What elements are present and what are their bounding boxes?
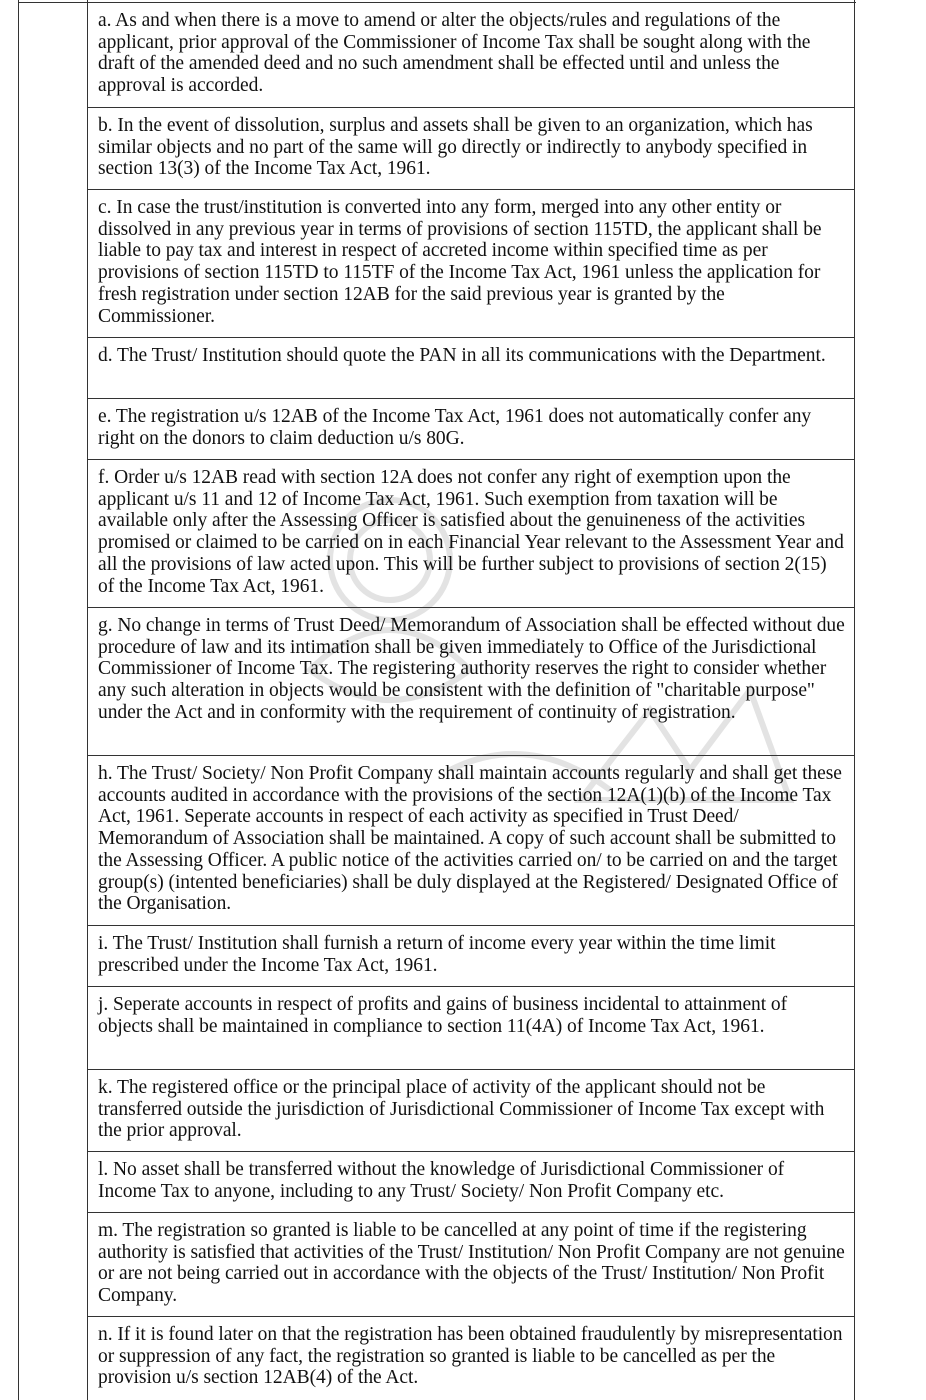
condition-m-text: m. The registration so granted is liable to be cancelled at any point of time if the registering authority is satisfied that activities of the Trust/ Institution/ Non Profit Company are not genuine or are not being carried out in accordance with the objects of the Trust/ Institution/ Non Profit Company.: [98, 1220, 845, 1307]
condition-d: [88, 338, 854, 399]
condition-k-text: k. The registered office or the principal place of activity of the applicant should not be transferred outside the jurisdiction of Jurisdictional Commissioner of Income Tax except with the prior approval.: [98, 1077, 825, 1142]
condition-i-text: i. The Trust/ Institution shall furnish a return of income every year within the time limit prescribed under the Income Tax Act, 1961.: [98, 933, 776, 976]
condition-h-text: h. The Trust/ Society/ Non Profit Company shall maintain accounts regularly and shall get these accounts audited in accordance with the provisions of the section 12A(1)(b) of the Income Tax Act, 1961. Seperate accounts in respect of each activity as specified in Trust Deed/ Memorandum of Association shall be maintained. A copy of such account shall be submitted to the Assessing Officer. A public notice of the activities carried on/ to be carried on and the target group(s) (intented beneficiaries) shall be duly displayed at the Registered/ Designated Office of the Organisation.: [98, 763, 842, 915]
condition-m: [88, 1213, 854, 1317]
condition-j-text: j. Seperate accounts in respect of profits and gains of business incidental to attainment of objects shall be maintained in compliance to section 11(4A) of Income Tax Act, 1961.: [98, 994, 788, 1037]
condition-c: [88, 190, 854, 338]
condition-i: [88, 926, 854, 987]
left-empty-column: [18, 0, 88, 1400]
condition-f: [88, 460, 854, 608]
condition-d-text: d. The Trust/ Institution should quote the PAN in all its communications with the Department.: [98, 345, 826, 366]
condition-b: [88, 108, 854, 190]
condition-b-text: b. In the event of dissolution, surplus and assets shall be given to an organization, which has similar objects and no part of the same will go directly or indirectly to anybody specified in section 13(3) of the Income Tax Act, 1961.: [98, 115, 813, 180]
condition-a-text: a. As and when there is a move to amend or alter the objects/rules and regulations of the applicant, prior approval of the Commissioner of Income Tax shall be sought along with the draft of the amended deed and no such amendment shall be effected until and unless the approval is accorded.: [98, 10, 811, 97]
condition-f-text: f. Order u/s 12AB read with section 12A does not confer any right of exemption upon the applicant u/s 11 and 12 of Income Tax Act, 1961. Such exemption from taxation will be available only after the Assessing Officer is satisfied about the genuineness of the activities promised or claimed to be carried on in each Financial Year relevant to the Assessment Year and all the provisions of law acted upon. This will be further subject to provisions of section 2(15) of the Income Tax Act, 1961.: [98, 467, 844, 597]
table-right-border: [854, 0, 855, 1400]
condition-l-text: l. No asset shall be transferred without the knowledge of Jurisdictional Commissioner of Income Tax to anyone, including to any Trust/ Society/ Non Profit Company etc.: [98, 1159, 785, 1202]
condition-k: [88, 1070, 854, 1152]
condition-l: [88, 1152, 854, 1213]
condition-g: [88, 608, 854, 756]
condition-j: [88, 987, 854, 1070]
condition-e: [88, 399, 854, 460]
condition-n: [88, 1317, 854, 1400]
condition-n-text: n. If it is found later on that the registration has been obtained fraudulently by misrepresentation or suppression of any fact, the registration so granted is liable to be cancelled as per the provision u/s section 12AB(4) of the Act.: [98, 1324, 843, 1389]
condition-e-text: e. The registration u/s 12AB of the Income Tax Act, 1961 does not automatically confer any right on the donors to claim deduction u/s 80G.: [98, 406, 812, 449]
condition-g-text: g. No change in terms of Trust Deed/ Memorandum of Association shall be effected without due procedure of law and its intimation shall be given immediately to Office of the Jurisdictional Commissioner of Income Tax. The registering authority reserves the right to consider whether any such alteration in objects would be consistent with the definition of "charitable purpose" under the Act and in conformity with the requirement of continuity of registration.: [98, 615, 845, 723]
condition-h: [88, 756, 854, 926]
condition-a: [88, 3, 854, 108]
condition-c-text: c. In case the trust/institution is converted into any form, merged into any other entity or dissolved in any previous year in terms of provisions of section 115TD, the applicant shall be liable to pay tax and interest in respect of accreted income within specified time as per provisions of section 115TD to 115TF of the Income Tax Act, 1961 unless the application for fresh registration under section 12AB for the said previous year is granted by the Commissioner.: [98, 197, 822, 327]
